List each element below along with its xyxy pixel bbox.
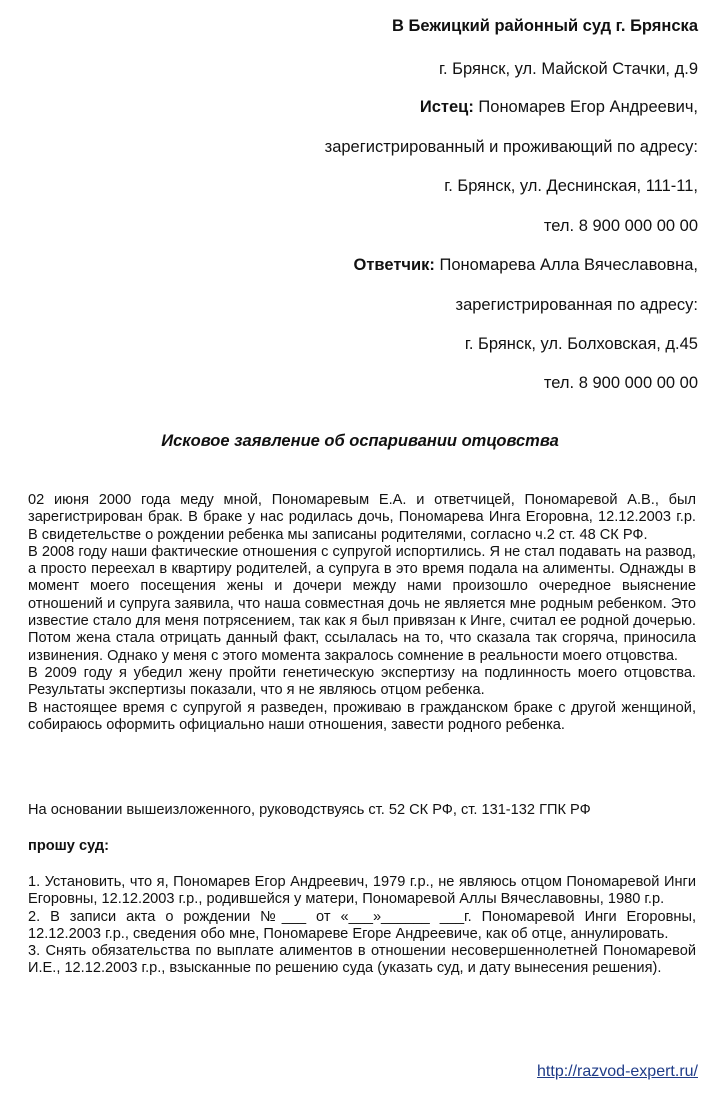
defendant-name: Пономарева Алла Вячеславовна, — [434, 256, 698, 274]
request-item: 3. Снять обязательства по выплате алиментов в отношении несовершеннолетней Пономаревой И.Е., 12.12.2003 г.р., взысканные по решению суда (указать суд, и дату вынесения решения). — [28, 943, 696, 977]
requests-list — [28, 874, 696, 978]
statement-body — [28, 492, 696, 734]
legal-basis: На основании вышеизложенного, руководствуясь ст. 52 СК РФ, ст. 131-132 ГПК РФ — [28, 802, 591, 818]
request-item: 2. В записи акта о рождении №___ от «___»______ ___г. Пономаревой Инги Егоровны, 12.12.2003 г.р., сведения обо мне, Пономареве Егоре Андреевиче, как об отце, аннулировать. — [28, 908, 696, 942]
defendant-label: Ответчик: — [353, 256, 435, 274]
plaintiff-name: Пономарев Егор Андреевич, — [473, 98, 698, 116]
plaintiff-address: г. Брянск, ул. Деснинская, 111-11, — [444, 177, 698, 195]
document-title: Исковое заявление об оспаривании отцовства — [161, 432, 559, 450]
request-item: 1. Установить, что я, Пономарев Егор Андреевич, 1979 г.р., не являюсь отцом Пономаревой Инги Егоровны, 12.12.2003 г.р., родившейся у матери, Пономаревой Аллы Вячеславовны, 1980 г.р. — [28, 874, 696, 908]
request-heading: прошу суд: — [28, 838, 109, 854]
paragraph: 02 июня 2000 года меду мной, Пономаревым Е.А. и ответчицей, Пономаревой А.В., был зарегистрирован брак. В браке у нас родилась дочь, Пономарева Инга Егоровна, 12.12.2003 г.р. В свидетельстве о рождении ребенка мы записаны родителями, согласно ч.2 ст. 48 СК РФ. — [28, 492, 696, 543]
defendant-registration: зарегистрированная по адресу: — [455, 296, 698, 314]
defendant-phone: тел. 8 900 000 00 00 — [543, 374, 698, 392]
court-name: В Бежицкий районный суд г. Брянска — [392, 17, 698, 35]
plaintiff-line — [420, 98, 698, 117]
plaintiff-label: Истец: — [419, 98, 474, 116]
defendant-line — [354, 256, 698, 275]
source-link[interactable]: http://razvod-expert.ru/ — [537, 1063, 698, 1080]
plaintiff-registration: зарегистрированный и проживающий по адресу: — [324, 138, 698, 156]
defendant-address: г. Брянск, ул. Болховская, д.45 — [464, 335, 698, 353]
paragraph: В 2009 году я убедил жену пройти генетическую экспертизу на подлинность моего отцовства. Результаты экспертизы показали, что я не являюсь отцом ребенка. — [28, 664, 696, 699]
paragraph: В настоящее время с супругой я разведен, проживаю в гражданском браке с другой женщиной, собираюсь оформить официально наши отношения, завести родного ребенка. — [28, 699, 696, 733]
paragraph: В 2008 году наши фактические отношения с супругой испортились. Я не стал подавать на развод, а просто переехал в квартиру родителей, а супруга в это время подала на алименты. Однажды в момент моего посещения жены и дочери между нами произошло очередное выяснение отношений и супруга заявила, что наша совместная дочь не является мне родным ребенком. Это известие стало для меня потрясением, так как я был привязан к Инге, считал ее родной дочерью. Потом жена стала отрицать данный факт, ссылалась на то, что сказала так сгоряча, приносила извинения. Однако у меня с этого момента закралось сомнение в реальности моего отцовства. — [28, 543, 696, 664]
court-address: г. Брянск, ул. Майской Стачки, д.9 — [438, 60, 698, 78]
plaintiff-phone: тел. 8 900 000 00 00 — [543, 217, 698, 235]
